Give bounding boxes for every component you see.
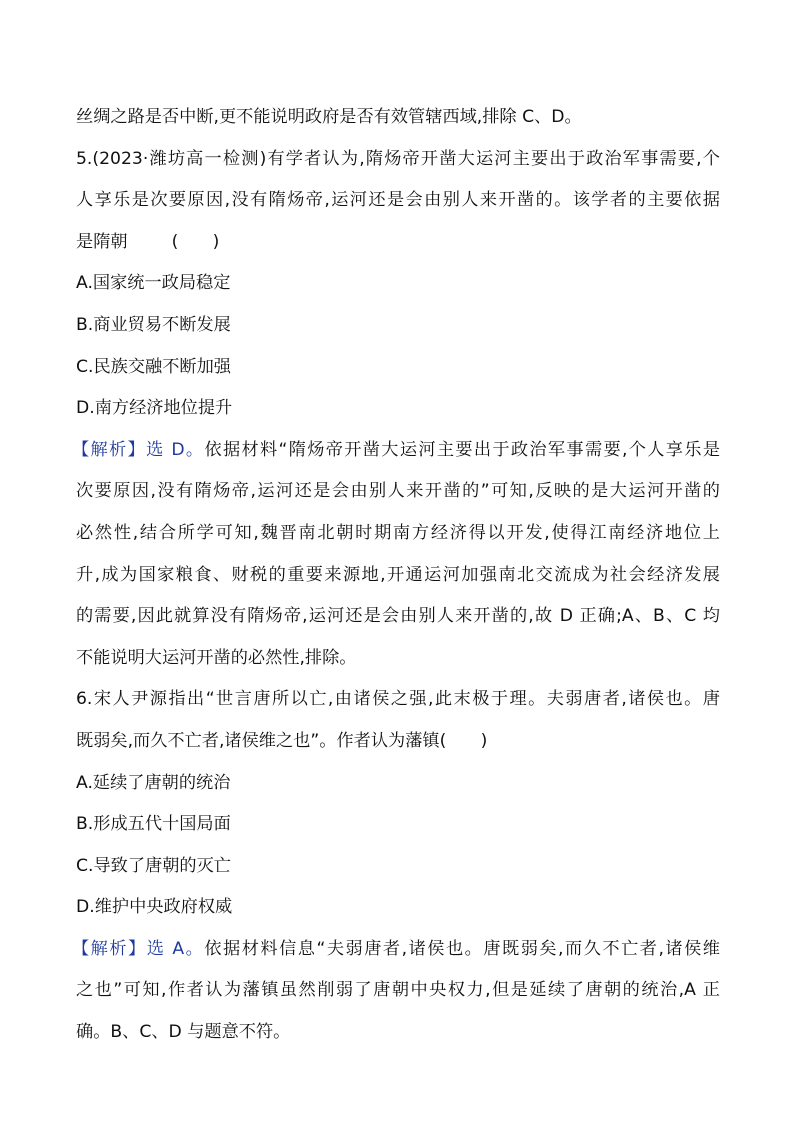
- q6-stem-text: 既弱矣,而久不亡者,诸侯维之也”。作者认为藩镇: [76, 730, 440, 751]
- q6-analysis-text: 依据材料信息“夫弱唐者,诸侯也。唐既弱矣,而久不亡者,诸侯维: [204, 938, 720, 959]
- q5-stem-line: 5.(2023·潍坊高一检测)有学者认为,隋炀帝开凿大运河主要出于政治军事需要,个: [76, 148, 720, 169]
- q5-analysis-text: 依据材料“隋炀帝开凿大运河主要出于政治军事需要,个人享乐是: [204, 439, 721, 460]
- q5-analysis-answer: 选 D。: [146, 439, 205, 460]
- q6-answer-bracket: ( ): [439, 730, 488, 751]
- q5-analysis-line: 的需要,因此就算没有隋炀帝,运河还是会由别人来开凿的,故 D 正确;A、B、C 均: [76, 606, 720, 627]
- q6-stem-line: 6.宋人尹源指出“世言唐所以亡,由诸侯之强,此末极于理。夫弱唐者,诸侯也。唐: [76, 689, 720, 710]
- q6-analysis-tag: 【解析】: [72, 938, 147, 959]
- q5-answer-bracket: ( ): [171, 231, 220, 252]
- q6-option-b: B.形成五代十国局面: [76, 814, 231, 835]
- q5-analysis-line: 必然性,结合所学可知,魏晋南北朝时期南方经济得以开发,使得江南经济地位上: [76, 522, 720, 543]
- q6-option-a: A.延续了唐朝的统治: [76, 772, 231, 793]
- q5-analysis-line: 次要原因,没有隋炀帝,运河还是会由别人来开凿的”可知,反映的是大运河开凿的: [76, 481, 720, 502]
- q6-stem-last-line: [76, 721, 720, 763]
- q5-analysis-tag: 【解析】: [72, 439, 147, 460]
- q5-stem-text: 是隋朝: [76, 231, 128, 252]
- q5-analysis-line: 升,成为国家粮食、财税的重要来源地,开通运河加强南北交流成为社会经济发展: [76, 564, 720, 585]
- document-page: [72, 97, 721, 1054]
- q5-option-a: A.国家统一政局稳定: [76, 273, 231, 294]
- q6-analysis-line: 之也”可知,作者认为藩镇虽然削弱了唐朝中央权力,但是延续了唐朝的统治,A 正: [76, 980, 720, 1001]
- q6-option-d: D.维护中央政府权威: [76, 897, 233, 918]
- q5-option-d: D.南方经济地位提升: [76, 398, 233, 419]
- q6-analysis-first-line: [72, 929, 720, 971]
- q5-analysis-line: 不能说明大运河开凿的必然性,排除。: [76, 647, 357, 668]
- q5-stem-last-line: [76, 222, 720, 264]
- q6-option-c: C.导致了唐朝的灭亡: [76, 855, 231, 876]
- q5-option-c: C.民族交融不断加强: [76, 356, 231, 377]
- q6-analysis-answer: 选 A。: [146, 938, 205, 959]
- q5-option-b: B.商业贸易不断发展: [76, 314, 231, 335]
- q5-stem-line: 人享乐是次要原因,没有隋炀帝,运河还是会由别人来开凿的。该学者的主要依据: [76, 190, 720, 211]
- prev-analysis-line: 丝绸之路是否中断,更不能说明政府是否有效管辖西域,排除 C、D。: [76, 107, 582, 127]
- q5-analysis-first-line: [72, 430, 721, 472]
- q6-analysis-line: 确。B、C、D 与题意不符。: [76, 1022, 291, 1043]
